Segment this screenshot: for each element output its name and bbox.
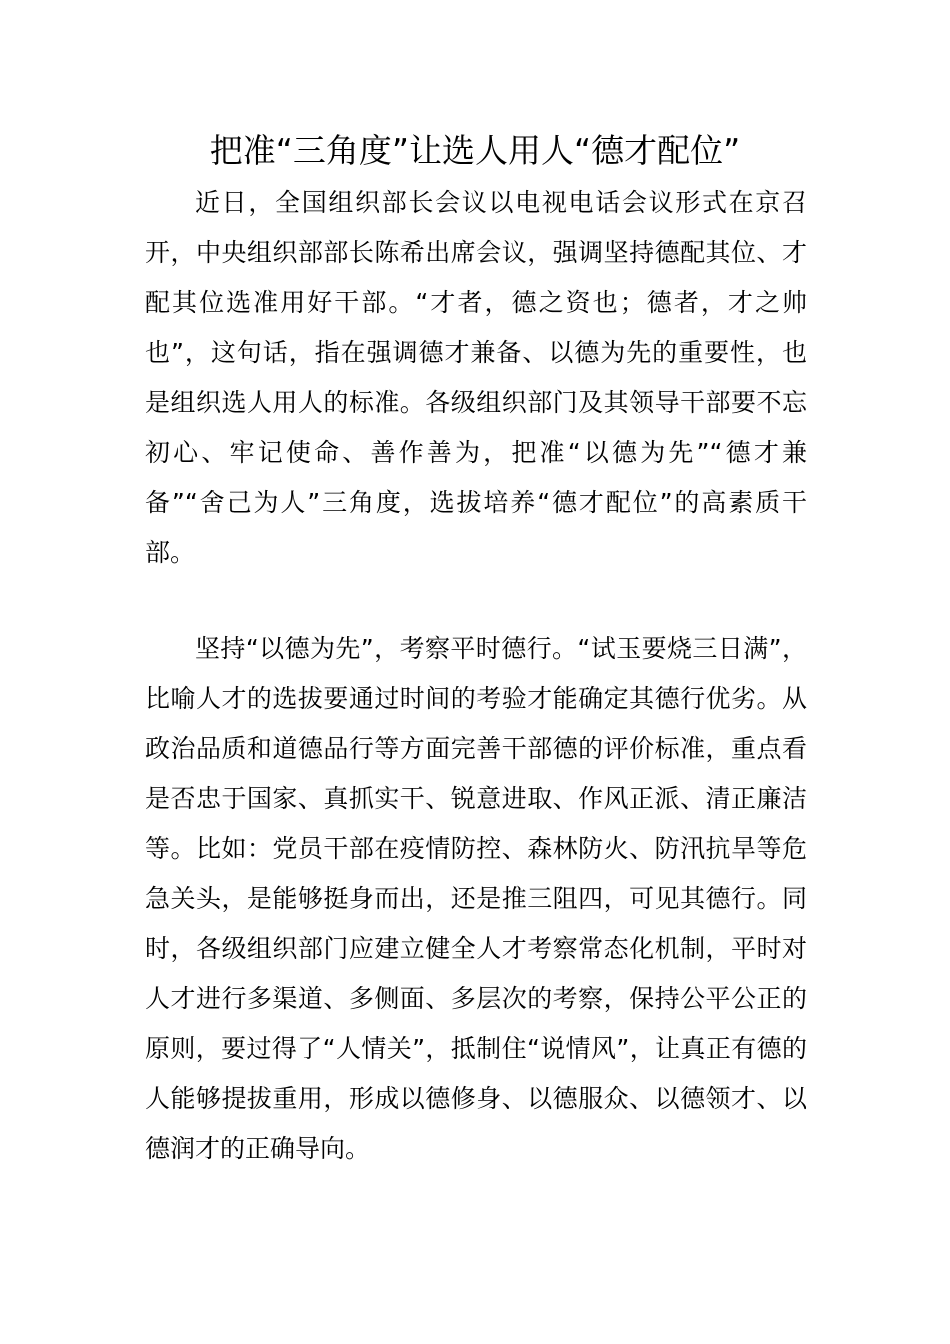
paragraph-virtue-first: 坚持“以德为先”，考察平时德行。“试玉要烧三日满”，比喻人才的选拔要通过时间的考验才能确定其德行优劣。从政治品质和道德品行等方面完善干部德的评价标准，重点看是否忠于国家、真抓实干、锐意进取、作风正派、清正廉洁等。比如：党员干部在疫情防控、森林防火、防汛抗旱等危急关头，是能够挺身而出，还是推三阻四，可见其德行。同时，各级组织部门应建立健全人才考察常态化机制，平时对人才进行多渠道、多侧面、多层次的考察，保持公平公正的原则，要过得了“人情关”，抵制住“说情风”，让真正有德的人能够提拔重用，形成以德修身、以德服众、以德领才、以德润才的正确导向。 [145, 634, 807, 1163]
document-title: 把准“三角度”让选人用人“德才配位” [209, 131, 741, 170]
paragraph-intro: 近日，全国组织部长会议以电视电话会议形式在京召开，中央组织部部长陈希出席会议，强调坚持德配其位、才配其位选准用好干部。“才者，德之资也；德者，才之帅也”，这句话，指在强调德才兼备、以德为先的重要性，也是组织选人用人的标准。各级组织部门及其领导干部要不忘初心、牢记使命、善作善为，把准“以德为先”“德才兼备”“舍己为人”三角度，选拔培养“德才配位”的高素质干部。 [145, 188, 807, 567]
